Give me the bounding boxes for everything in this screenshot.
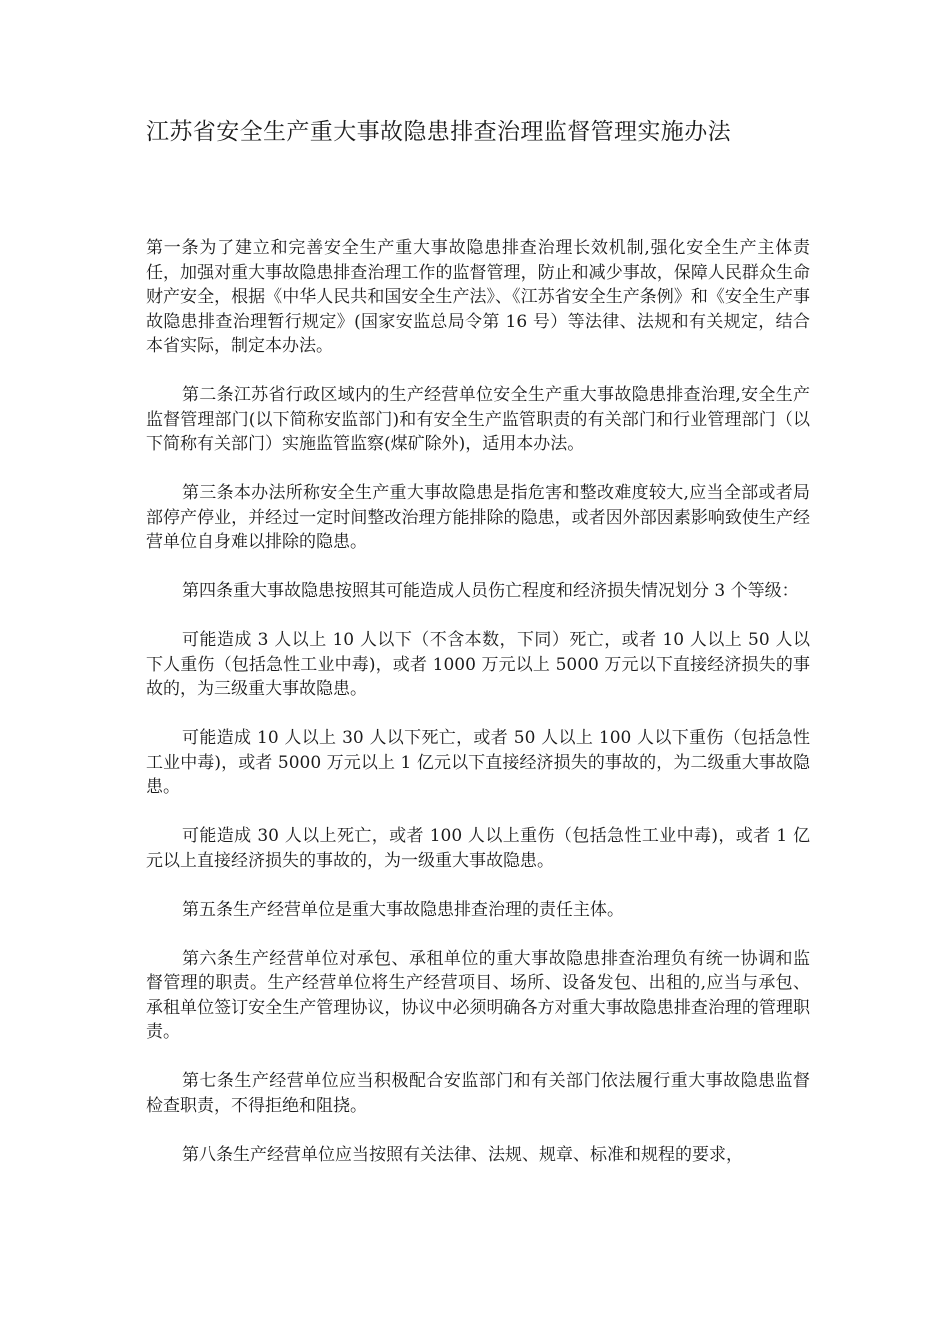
article-4-paragraph: 第四条重大事故隐患按照其可能造成人员伤亡程度和经济损失情况划分 3 个等级： — [182, 581, 799, 601]
article-1-paragraph: 第一条为了建立和完善安全生产重大事故隐患排查治理长效机制,强化安全生产主体责任，加强对重大事故隐患排查治理工作的监督管理，防止和减少事故，保障人民群众生命财产安全，根据《中华人民共和国安全生产法》、《江苏省安全生产条例》和《安全生产事故隐患排查治理暂行规定》(国家安监总局令第 16 号）等法律、法规和有关规定，结合本省实际，制定本办法。 — [146, 238, 810, 356]
article-5-paragraph: 第五条生产经营单位是重大事故隐患排查治理的责任主体。 — [182, 899, 624, 920]
level-2-hazard-paragraph: 可能造成 10 人以上 30 人以下死亡，或者 50 人以上 100 人以下重伤（包括急性工业中毒)，或者 5000 万元以上 1 亿元以下直接经济损失的事故的，为二级重大事故隐患。 — [146, 728, 810, 797]
article-8-paragraph: 第八条生产经营单位应当按照有关法律、法规、规章、标准和规程的要求， — [182, 1144, 743, 1165]
article-3-paragraph: 第三条本办法所称安全生产重大事故隐患是指危害和整改难度较大,应当全部或者局部停产停业，并经过一定时间整改治理方能排除的隐患，或者因外部因素影响致使生产经营单位自身难以排除的隐患。 — [146, 483, 810, 552]
document-title: 江苏省安全生产重大事故隐患排查治理监督管理实施办法 — [146, 119, 731, 145]
article-2-paragraph: 第二条江苏省行政区域内的生产经营单位安全生产重大事故隐患排查治理,安全生产监督管理部门(以下简称安监部门)和有安全生产监管职责的有关部门和行业管理部门（以下简称有关部门）实施监管监察(煤矿除外)，适用本办法。 — [146, 385, 810, 454]
article-6-paragraph: 第六条生产经营单位对承包、承租单位的重大事故隐患排查治理负有统一协调和监督管理的职责。生产经营单位将生产经营项目、场所、设备发包、出租的,应当与承包、承租单位签订安全生产管理协议，协议中必须明确各方对重大事故隐患排查治理的管理职责。 — [146, 948, 810, 1042]
level-3-hazard-paragraph: 可能造成 3 人以上 10 人以下（不含本数，下同）死亡，或者 10 人以上 50 人以下人重伤（包括急性工业中毒)，或者 1000 万元以上 5000 万元以下直接经济损失的事故的，为三级重大事故隐患。 — [146, 630, 810, 699]
document-body — [146, 236, 810, 1192]
article-7-paragraph: 第七条生产经营单位应当积极配合安监部门和有关部门依法履行重大事故隐患监督检查职责，不得拒绝和阻挠。 — [146, 1071, 810, 1116]
level-1-hazard-paragraph: 可能造成 30 人以上死亡，或者 100 人以上重伤（包括急性工业中毒)，或者 1 亿元以上直接经济损失的事故的，为一级重大事故隐患。 — [146, 826, 810, 871]
